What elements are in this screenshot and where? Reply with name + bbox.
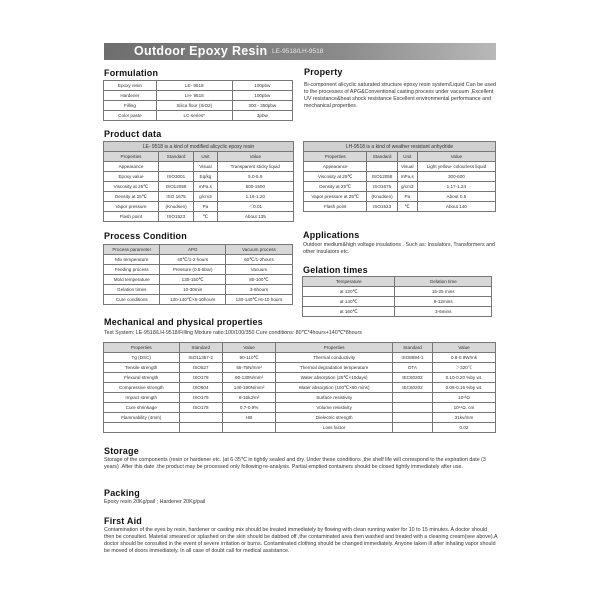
table-row — [104, 295, 293, 305]
table-cell: 3-6hours — [225, 285, 292, 295]
table-cell — [104, 423, 180, 433]
table-row — [104, 81, 293, 91]
table-row — [104, 285, 293, 295]
table-cell: 90-110℃ — [222, 353, 275, 363]
table-row — [304, 192, 496, 202]
table-cell: ISO1523 — [158, 212, 193, 222]
table-row — [104, 413, 496, 423]
table-cell: at 120℃ — [303, 287, 395, 297]
table-cell — [393, 403, 433, 413]
table-row — [104, 162, 294, 172]
table-cell: 300-600 — [417, 172, 495, 182]
table-cell: Volume resistivity — [276, 403, 393, 413]
table-cell: 8-16kJ/m² — [222, 393, 275, 403]
table-cell: 0.08-0.15 %by wt. — [432, 383, 495, 393]
table-cell: ISO1523 — [367, 202, 397, 212]
table-cell: Hardener — [104, 91, 157, 101]
gelation-heading: Gelation times — [303, 265, 368, 275]
table-cell: Value — [222, 343, 275, 353]
table-cell: Standard — [367, 152, 397, 162]
table-cell: LH-9518 is a kind of weather resistant anhydride — [304, 142, 496, 152]
table-cell: Viscosity at 25℃ — [104, 182, 159, 192]
applications-text: Outdoor medium&high voltage insulations . Such as: Insulators, Transformers and other insulators etc. — [303, 242, 495, 255]
table-cell: Silica flour (SiO2) — [156, 101, 232, 111]
table-cell: Flash point — [104, 212, 159, 222]
table-cell: Value — [217, 152, 293, 162]
table-cell: 0.02 — [432, 423, 495, 433]
table-cell: Filling — [104, 101, 157, 111]
table-cell: Flammability (4mm) — [104, 413, 180, 423]
table-cell: 0.7-0.9% — [222, 403, 275, 413]
table-cell: Properties — [104, 343, 180, 353]
table-cell: 6-12mins — [395, 297, 492, 307]
table-cell: Flexural strength — [104, 373, 180, 383]
table-cell: LH- 9518 — [156, 91, 232, 101]
table-cell: ℃ — [397, 202, 417, 212]
table-caption-row — [104, 142, 294, 152]
table-cell: Mold temperature — [104, 275, 160, 285]
table-cell: Cure conditions — [104, 295, 160, 305]
table-cell: 1.16-1.20 — [217, 192, 293, 202]
applications-heading: Applications — [303, 230, 360, 240]
formulation-table — [103, 80, 293, 121]
table-cell: 1.17-1.24 — [417, 182, 495, 192]
table-cell: Compressive strength — [104, 383, 180, 393]
table-row — [304, 162, 496, 172]
table-cell: Tensile strength — [104, 363, 180, 373]
table-cell: Temperature — [303, 277, 395, 287]
table-cell: Cure shrinkage — [104, 403, 180, 413]
table-cell: Viscosity at 25℃ — [304, 172, 367, 182]
table-row — [104, 363, 496, 373]
mechanical-table — [103, 342, 496, 433]
resin-data-table — [103, 141, 294, 222]
table-cell: 10-30min — [160, 285, 225, 295]
table-row — [104, 182, 294, 192]
table-row — [303, 307, 492, 317]
table-cell: HB — [222, 413, 275, 423]
table-cell: IEC60202 — [393, 373, 433, 383]
table-cell: ＜0.01 — [217, 202, 293, 212]
table-cell: ISO178 — [179, 373, 222, 383]
table-cell: Epoxy value — [104, 172, 159, 182]
table-header-row — [104, 152, 294, 162]
table-cell: Surface resistivity — [276, 393, 393, 403]
table-cell: About 0.5 — [417, 192, 495, 202]
table-cell: Visual — [397, 162, 417, 172]
table-row — [104, 383, 496, 393]
table-cell: 10¹⁴Ω. cm — [432, 403, 495, 413]
table-cell: 60℃/1-2hours — [225, 255, 292, 265]
table-row — [104, 101, 293, 111]
table-row — [104, 373, 496, 383]
table-cell: 55-75N/mm² — [222, 363, 275, 373]
table-cell: 0.8-0.9W/mk — [432, 353, 495, 363]
property-text: Bi-component alicyclic saturated structure epoxy resin system/Liquid Can be used to the processes of APG&Conventional casting process under vacuum ,Excellent UV resistance&heat shock resistance Excellent environmental performance and mechanical properties. — [304, 82, 496, 109]
table-row — [303, 297, 492, 307]
table-cell — [179, 423, 222, 433]
table-cell: 100pbw — [232, 81, 292, 91]
table-cell: IEC60202 — [393, 383, 433, 393]
table-cell: 140-190N/mm² — [222, 383, 275, 393]
table-cell: ISO 1675 — [158, 192, 193, 202]
table-cell: 600-1500 — [217, 182, 293, 192]
table-cell: Properties — [104, 152, 159, 162]
process-table — [103, 244, 293, 305]
table-cell — [158, 162, 193, 172]
table-cell: 40℃/1-2 hours — [160, 255, 225, 265]
first-aid-text: Contamination of the eyes by resin, hardener or casting mix should be treated immediately by flowing with clean running water for 10 to 15 minutes. A doctor should then be consulted. Material smeared or splashed on the skin should be dabbed off ,the contaminated area then washed and treated with a cleaning cream(see above).A doctor should be consulted in the event of severe irritation or burns. Contaminated clothing should be changed immediately. Anyone taken ill after inhaling vapor should be moved of doors immediately. In all case of doubt call for medical assistance. — [104, 527, 498, 554]
table-cell: Dielectric strength — [276, 413, 393, 423]
table-header-row — [104, 245, 293, 255]
table-cell: 130-140℃×6-10 hours — [225, 295, 292, 305]
table-cell: LE- 9518 — [156, 81, 232, 91]
table-cell — [222, 423, 275, 433]
packing-heading: Packing — [104, 488, 140, 498]
table-cell: Thermal conductivity — [276, 353, 393, 363]
table-cell: 130-150℃ — [160, 275, 225, 285]
table-row — [104, 423, 496, 433]
table-cell: ℃ — [194, 212, 217, 222]
table-row — [104, 403, 496, 413]
table-cell: About 135 — [217, 212, 293, 222]
table-cell: Appearance — [104, 162, 159, 172]
table-cell: ISO3001 — [158, 172, 193, 182]
table-cell: Density at 25℃ — [104, 192, 159, 202]
table-cell: LE- 9518 is a kind of modified alicyclic epoxy resin — [104, 142, 294, 152]
table-cell: (Knudsen) — [158, 202, 193, 212]
table-cell: Standard — [158, 152, 193, 162]
table-cell: ISO604 — [179, 383, 222, 393]
mechanical-heading: Mechanical and physical properties — [104, 317, 263, 327]
table-header-row — [303, 277, 492, 287]
table-cell: Vapor pressure at 25℃ — [304, 192, 367, 202]
title-banner — [104, 43, 496, 60]
table-cell: ISO8894-1 — [393, 353, 433, 363]
table-cell: 3-6mins — [395, 307, 492, 317]
table-cell: Impact strength — [104, 393, 180, 403]
table-header-row — [104, 343, 496, 353]
table-cell: DTA — [393, 363, 433, 373]
table-cell: 5.0-5.9 — [217, 172, 293, 182]
table-cell: Properties — [276, 343, 393, 353]
table-row — [104, 192, 294, 202]
table-cell: Thermal degradation temperature — [276, 363, 393, 373]
table-row — [104, 212, 294, 222]
table-cell: 31kv/mm — [432, 413, 495, 423]
table-row — [104, 202, 294, 212]
property-heading: Property — [304, 67, 343, 77]
table-cell: Pressure (0.5-5bar) — [160, 265, 225, 275]
table-cell: Visual — [194, 162, 217, 172]
table-cell: Standard — [179, 343, 222, 353]
table-cell — [367, 162, 397, 172]
table-row — [304, 202, 496, 212]
first-aid-heading: First Aid — [104, 516, 142, 526]
table-cell: 90-130N/mm² — [222, 373, 275, 383]
table-cell: g/cm3 — [194, 192, 217, 202]
table-cell — [393, 423, 433, 433]
table-cell — [393, 393, 433, 403]
table-cell: ISO527 — [179, 363, 222, 373]
gelation-table — [302, 276, 492, 317]
product-codes: LE-9518/LH-9518 — [272, 48, 324, 55]
table-cell — [393, 413, 433, 423]
hardener-data-table — [303, 141, 496, 212]
table-cell: ISO11357-2 — [179, 353, 222, 363]
table-header-row — [304, 152, 496, 162]
table-cell: Loss factor — [276, 423, 393, 433]
table-row — [304, 172, 496, 182]
table-cell: Tg (DSC) — [104, 353, 180, 363]
table-cell: Vacuum process — [225, 245, 292, 255]
table-cell: Color paste — [104, 111, 157, 121]
table-cell: Feeding process — [104, 265, 160, 275]
table-cell: Water absorption (25℃×10days) — [276, 373, 393, 383]
packing-text: Epoxy resin 20Kg/pail ; Hardener 20Kg/pail — [104, 499, 206, 505]
table-cell: 300 - 350pbw — [232, 101, 292, 111]
page-title: Outdoor Epoxy Resin — [134, 44, 268, 58]
process-heading: Process Condition — [104, 231, 187, 241]
table-cell: at 140℃ — [303, 297, 395, 307]
table-cell: Mix temperature — [104, 255, 160, 265]
table-row — [104, 275, 293, 285]
table-cell: Value — [417, 152, 495, 162]
table-cell: Vacuum — [225, 265, 292, 275]
table-cell: Epoxy resin — [104, 81, 157, 91]
table-cell: About 140 — [417, 202, 495, 212]
table-cell: Properties — [304, 152, 367, 162]
table-cell — [179, 413, 222, 423]
table-row — [104, 265, 293, 275]
table-cell: 130-140℃×6-10hours — [160, 295, 225, 305]
table-cell: Vapor pressure — [104, 202, 159, 212]
table-cell: Gelation times — [104, 285, 160, 295]
table-cell: 100pbw — [232, 91, 292, 101]
table-cell: Appearance — [304, 162, 367, 172]
formulation-heading: Formulation — [104, 68, 159, 78]
table-cell: APG — [160, 245, 225, 255]
storage-text: Storage of the components (resin or hardener etc. )at 6-35℃ in tightly sealed and dry. Under these conditions ,the shelf life will correspond to the expiration date (3 years) .After this date .the product may be processed only following re-analysis. Partial emptied containers should be closed tightly immediately after use. — [104, 457, 486, 470]
table-cell: ISO179 — [179, 393, 222, 403]
table-cell: 3pbw — [232, 111, 292, 121]
table-cell: Transparent sticky liquid — [217, 162, 293, 172]
table-cell: 15-25 mins — [395, 287, 492, 297]
table-cell: Standard — [393, 343, 433, 353]
table-cell: (Knudsen) — [367, 192, 397, 202]
table-cell: 10¹³Ω — [432, 393, 495, 403]
table-cell: Process parameter — [104, 245, 160, 255]
table-cell: Flash point — [304, 202, 367, 212]
table-cell: ＞320℃ — [432, 363, 495, 373]
table-cell: Unit — [397, 152, 417, 162]
table-caption-row — [304, 142, 496, 152]
table-cell: g/cm3 — [397, 182, 417, 192]
table-row — [104, 353, 496, 363]
table-cell: Pa — [194, 202, 217, 212]
table-cell: Density at 25℃ — [304, 182, 367, 192]
table-cell: Unit — [194, 152, 217, 162]
product-data-heading: Product data — [104, 129, 162, 139]
table-cell: Eq/kg — [194, 172, 217, 182]
test-system-text: Test System: LE-9518/LH-9518/Filling Mixture ratio:100/100/350 Cure conditions: 80℃*4hours+140℃*8hours — [104, 330, 362, 336]
table-row — [104, 91, 293, 101]
table-row — [104, 393, 496, 403]
table-row — [104, 255, 293, 265]
table-cell: mPa.s — [397, 172, 417, 182]
table-cell: 80-100℃ — [225, 275, 292, 285]
table-cell: ISO12058 — [158, 182, 193, 192]
table-cell: Gelation time — [395, 277, 492, 287]
table-cell: ISO178 — [179, 403, 222, 413]
table-cell: mPa.s — [194, 182, 217, 192]
table-row — [104, 111, 293, 121]
table-cell: LC-series* — [156, 111, 232, 121]
table-cell: at 160℃ — [303, 307, 395, 317]
table-row — [104, 172, 294, 182]
table-cell: Pa — [397, 192, 417, 202]
storage-heading: Storage — [104, 446, 139, 456]
table-cell: ISO1675 — [367, 182, 397, 192]
table-cell: Value — [432, 343, 495, 353]
table-cell: Light yellow- colourless liquid — [417, 162, 495, 172]
table-cell: 0.10-0.20 %by wt. — [432, 373, 495, 383]
table-cell: ISO12058 — [367, 172, 397, 182]
table-row — [303, 287, 492, 297]
table-row — [304, 182, 496, 192]
table-cell: Water absorption (100℃×60 mins) — [276, 383, 393, 393]
